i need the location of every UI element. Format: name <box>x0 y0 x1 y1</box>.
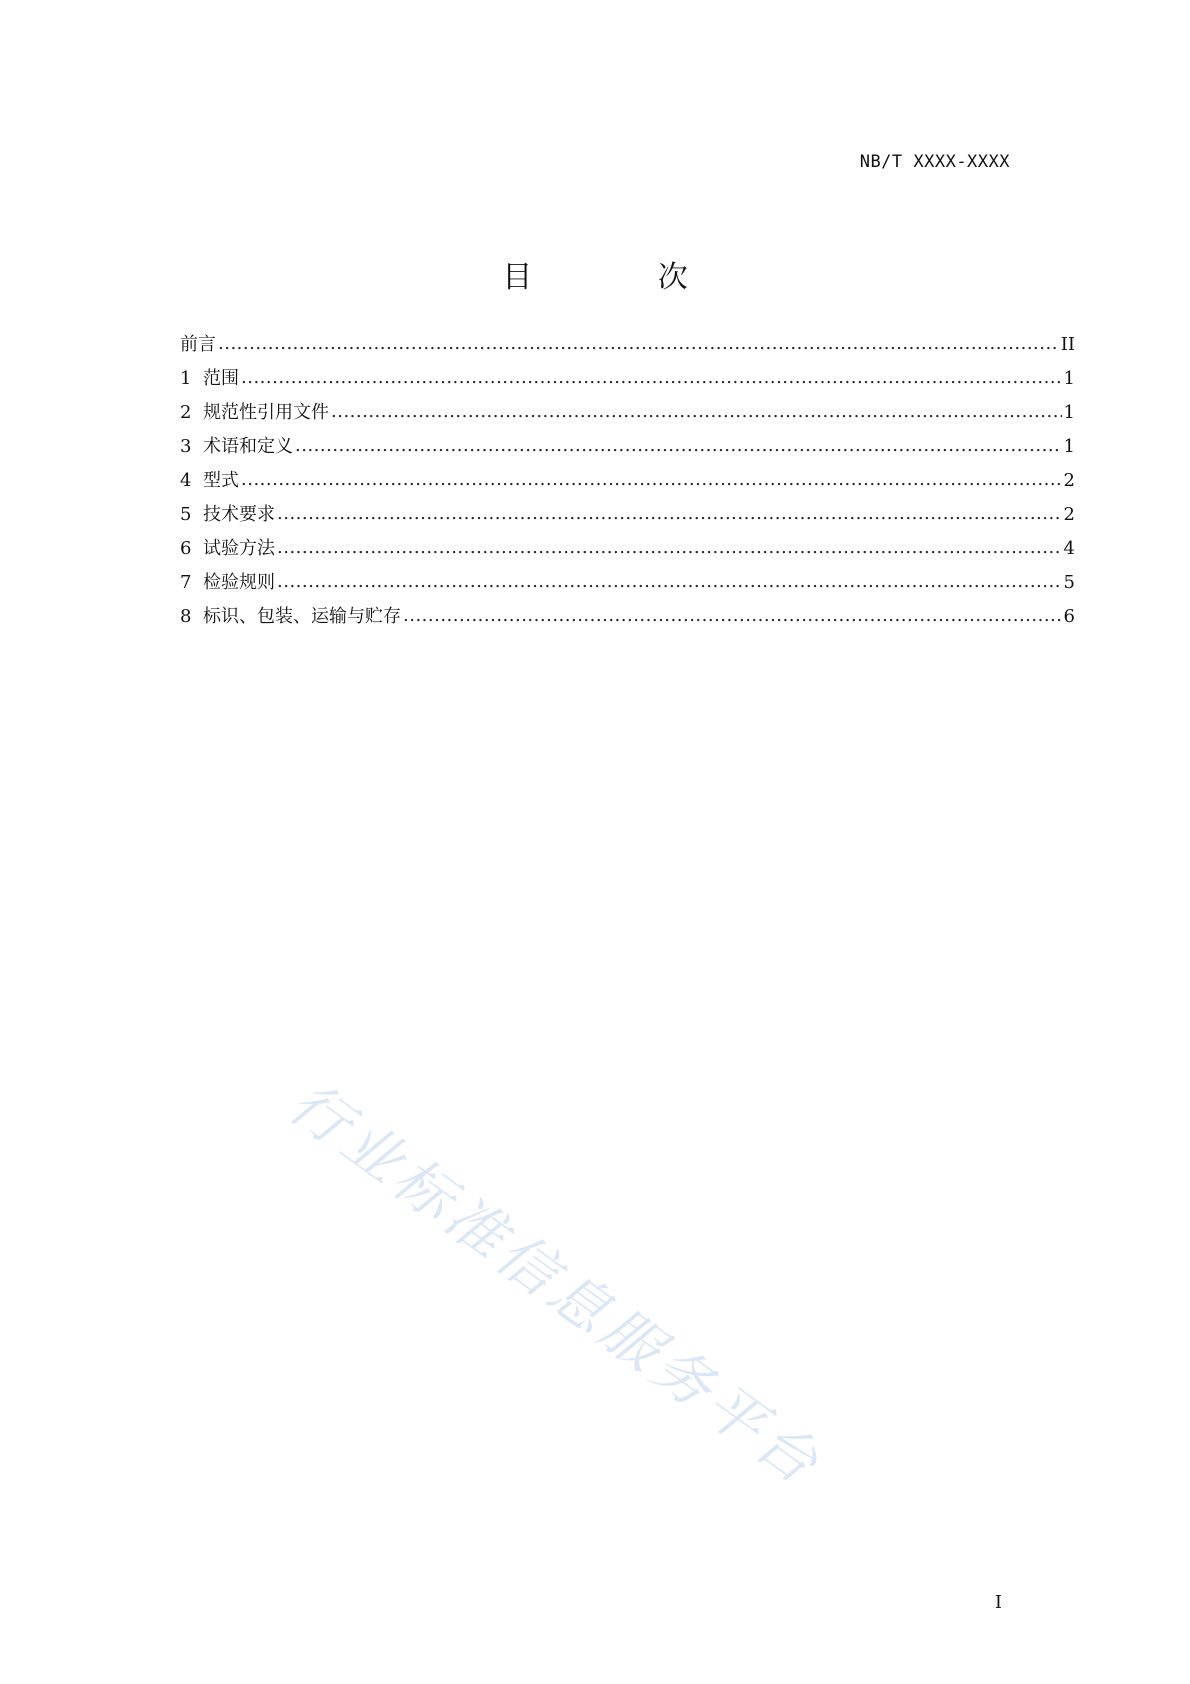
page-number: I <box>994 1592 1002 1613</box>
toc-leader-dots <box>277 531 1062 565</box>
toc-entry-label: 型式 <box>203 470 239 491</box>
toc-entry-foreword[interactable] <box>180 328 1075 362</box>
toc-leader-dots <box>241 361 1062 395</box>
toc-title: 目 次 <box>502 260 746 295</box>
toc-leader-dots <box>277 497 1062 531</box>
toc-entry-label: 范围 <box>203 368 239 389</box>
watermark: 行业标准信息服务平台 <box>277 1068 835 1500</box>
toc-entry-page: 1 <box>1063 402 1075 423</box>
toc-entry-technical-requirements[interactable] <box>180 498 1075 532</box>
toc-entry-number: 6 <box>180 538 192 559</box>
toc-entry-page: 1 <box>1063 436 1075 457</box>
toc-leader-dots <box>295 429 1062 463</box>
toc-entry-number: 8 <box>180 606 192 627</box>
toc-entry-number: 2 <box>180 402 192 423</box>
toc-entry-marking-packaging[interactable] <box>180 600 1075 634</box>
toc-entry-number: 5 <box>180 504 192 525</box>
toc-entry-number: 3 <box>180 436 192 457</box>
toc-entry-page: 4 <box>1063 538 1075 559</box>
toc-entry-inspection-rules[interactable] <box>180 566 1075 600</box>
toc-entry-label: 术语和定义 <box>203 436 293 457</box>
toc-entry-test-methods[interactable] <box>180 532 1075 566</box>
toc-entry-label: 试验方法 <box>203 538 275 559</box>
toc-entry-page: 5 <box>1063 572 1075 593</box>
toc-entry-label: 技术要求 <box>203 504 275 525</box>
toc-leader-dots <box>331 395 1062 429</box>
toc-entry-page: 2 <box>1063 470 1075 491</box>
toc-entry-normative-references[interactable] <box>180 396 1075 430</box>
toc-leader-dots <box>403 599 1062 633</box>
toc-entry-page: 2 <box>1063 504 1075 525</box>
toc-entry-label: 前言 <box>180 334 216 355</box>
toc-entry-number: 1 <box>180 368 192 389</box>
toc-entry-page: II <box>1060 334 1075 355</box>
toc-entry-type[interactable] <box>180 464 1075 498</box>
toc-entry-number: 4 <box>180 470 192 491</box>
toc-entry-page: 1 <box>1063 368 1075 389</box>
table-of-contents <box>180 328 1075 634</box>
toc-leader-dots <box>241 463 1062 497</box>
toc-entry-page: 6 <box>1063 606 1075 627</box>
standard-code: NB/T XXXX-XXXX <box>859 152 1010 172</box>
toc-entry-number: 7 <box>180 572 192 593</box>
toc-entry-label: 标识、包装、运输与贮存 <box>203 606 401 627</box>
toc-entry-label: 规范性引用文件 <box>203 402 329 423</box>
toc-entry-terms-definitions[interactable] <box>180 430 1075 464</box>
toc-leader-dots <box>277 565 1062 599</box>
toc-entry-scope[interactable] <box>180 362 1075 396</box>
toc-leader-dots <box>218 327 1059 361</box>
toc-entry-label: 检验规则 <box>203 572 275 593</box>
